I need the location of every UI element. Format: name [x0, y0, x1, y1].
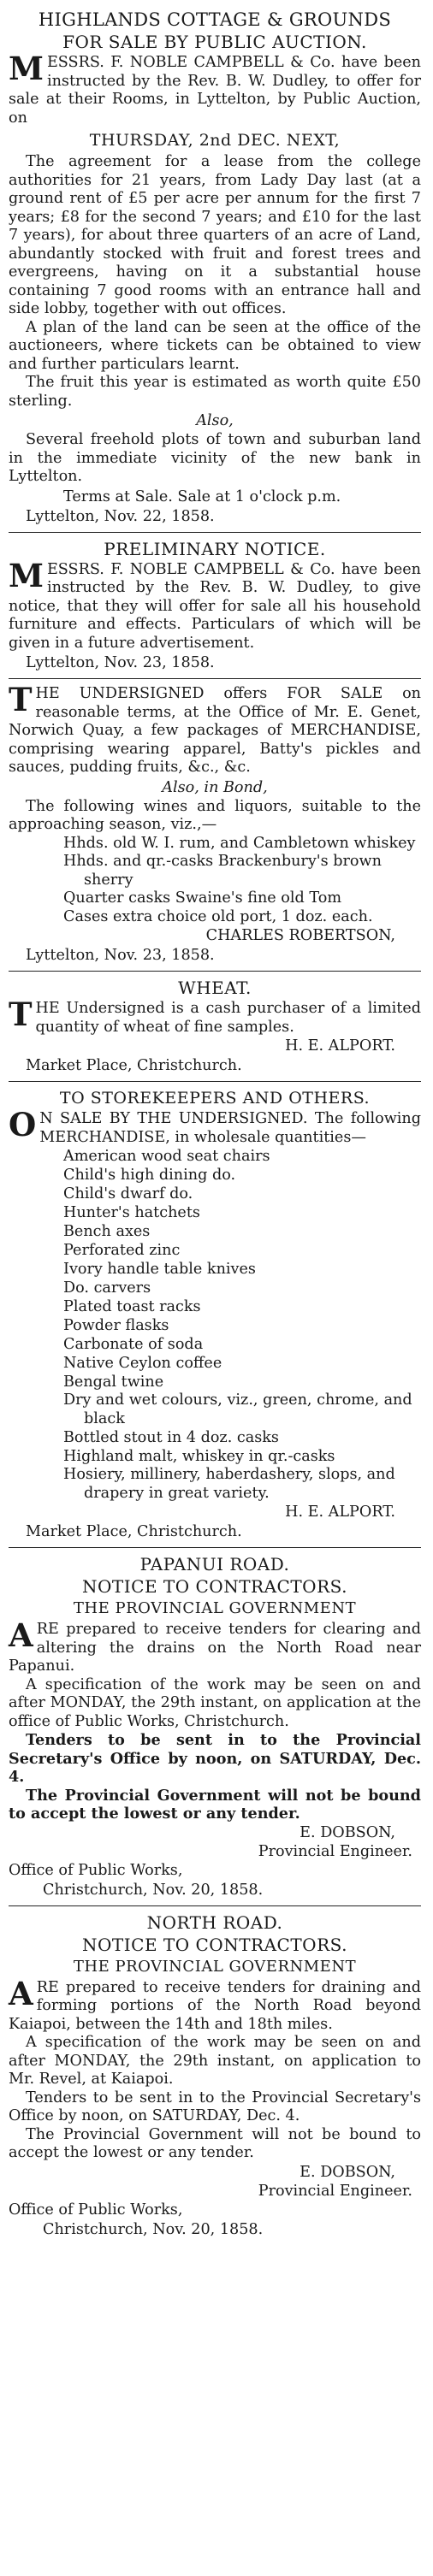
dateline: Lyttelton, Nov. 23, 1858. [26, 947, 215, 964]
ad-highlands-cottage [9, 9, 421, 526]
ad-body [9, 1974, 421, 2035]
list-item: Plated toast racks [63, 1298, 201, 1315]
list-item: Cases extra choice old port, 1 doz. each. [63, 907, 373, 925]
divider [9, 678, 421, 679]
dateline: Christchurch, Nov. 20, 1858. [43, 1881, 264, 1899]
ad-title: PRELIMINARY NOTICE. [104, 538, 326, 559]
list-item: Perforated zinc [63, 1242, 181, 1259]
list-item: Bengal twine [63, 1374, 164, 1391]
ad-title: PAPANUI ROAD. [139, 1554, 290, 1575]
paragraph: A plan of the land can be seen at the office of the auctioneers, where tickets can be obtained to view and further particulars learnt. [9, 318, 421, 373]
drop-cap: M [9, 556, 44, 594]
signature: E. DOBSON, [300, 1823, 395, 1841]
ad-north-road [9, 1912, 421, 2239]
list-item: Ivory handle table knives [63, 1261, 256, 1278]
divider [9, 971, 421, 972]
drop-cap: O [9, 1106, 37, 1143]
list-item: Hunter's hatchets [63, 1204, 200, 1221]
paragraph: The following wines and liquors, suitable to the approaching season, viz.,— [9, 797, 421, 833]
body-text: RE prepared to receive tenders for clearing and altering the drains on the North Road near Papanui. [9, 1621, 421, 1675]
dateline: Lyttelton, Nov. 23, 1858. [26, 654, 215, 671]
signature: E. DOBSON, [300, 2163, 395, 2181]
list-item: American wood seat chairs [63, 1148, 270, 1165]
place-line: Market Place, Christchurch. [26, 1523, 242, 1540]
paragraph: The agreement for a lease from the college authorities for 21 years, from Lady Day last (at a ground rent of £5 per acre per annum for the first 7 years; £8 for the second 7 years; and £10 for the last 7 years), for about three quarters of an acre of Land, abundantly stocked with fruit and forest trees and evergreens, having on it a substantial house containing 7 good rooms with an entrance hall and side lobby, together with out offices. [9, 153, 421, 317]
intro-text: ESSRS. F. NOBLE CAMPBELL & Co. have been instructed by the Rev. B. W. Dudley, to offer for sale at their Rooms, in Lyttelton, by Public Auction, on [9, 54, 421, 127]
list-item: Highland malt, whiskey in qr.-casks [63, 1448, 335, 1465]
list-item: Hhds. old W. I. rum, and Cambletown whiskey [63, 834, 416, 852]
merchandise-list [9, 1147, 421, 1503]
ad-title: NORTH ROAD. [146, 1911, 283, 1933]
ad-body [9, 996, 421, 1037]
dateline: Christchurch, Nov. 20, 1858. [43, 2220, 264, 2238]
ad-preliminary-notice [9, 539, 421, 673]
list-item: Bottled stout in 4 doz. casks [63, 1429, 279, 1446]
ad-subtitle: NOTICE TO CONTRACTORS. [82, 1934, 347, 1955]
paragraph: A specification of the work may be seen on and after MONDAY, the 29th instant, on application to Mr. Revel, at Kaiapoi. [9, 2034, 421, 2088]
paragraph: Tenders to be sent in to the Provincial Secretary's Office by noon, on SATURDAY, Dec. 4. [9, 2089, 421, 2124]
list-item: Dry and wet colours, viz., green, chrome, and black [63, 1391, 412, 1427]
body-text: ESSRS. F. NOBLE CAMPBELL & Co. have been instructed by the Rev. B. W. Dudley, to give notice, that they will offer for sale all his household furniture and effects. Particulars of which will be given in a future advertisement. [9, 560, 421, 652]
list-item: Hhds. and qr.-casks Brackenbury's brown sherry [63, 853, 382, 889]
drop-cap: T [9, 996, 33, 1033]
list-item: Hosiery, millinery, haberdashery, slops, and drapery in great variety. [63, 1466, 395, 1502]
terms-line: Terms at Sale. Sale at 1 o'clock p.m. [63, 487, 341, 505]
signature-role: Provincial Engineer. [258, 1842, 412, 1860]
body-text: HE Undersigned is a cash purchaser of a limited quantity of wheat of fine samples. [35, 1000, 421, 1036]
paragraph: Several freehold plots of town and suburban land in the immediate vicinity of the new bank in Lyttelton. [9, 431, 421, 485]
ad-body [9, 1616, 421, 1676]
divider [9, 1547, 421, 1548]
paragraph: The Provincial Government will not be bound to accept the lowest or any tender. [9, 1786, 421, 1823]
ad-papanui-road [9, 1554, 421, 1900]
also-heading: Also, in Bond, [162, 778, 268, 796]
ad-title: WHEAT. [178, 978, 252, 998]
ad-subtitle: FOR SALE BY PUBLIC AUCTION. [62, 32, 367, 52]
ad-body [9, 681, 421, 777]
ad-storekeepers [9, 1088, 421, 1541]
divider [9, 1905, 421, 1906]
also-heading: Also, [196, 412, 234, 429]
paragraph: The Provincial Government will not be bound to accept the lowest or any tender. [9, 2125, 421, 2161]
body-text: N SALE BY THE UNDERSIGNED. The following MERCHANDISE, in wholesale quantities— [39, 1110, 421, 1146]
place-line: Market Place, Christchurch. [26, 1057, 242, 1074]
ad-title: HIGHLANDS COTTAGE & GROUNDS [38, 9, 392, 30]
list-item: Child's dwarf do. [63, 1185, 193, 1202]
ad-subtitle: NOTICE TO CONTRACTORS. [82, 1576, 347, 1597]
office-line: Office of Public Works, [9, 2201, 183, 2219]
list-item: Carbonate of soda [63, 1336, 204, 1353]
list-item: Child's high dining do. [63, 1167, 236, 1184]
divider [9, 1081, 421, 1082]
paragraph: A specification of the work may be seen on and after MONDAY, the 29th instant, on application at the office of Public Works, Christchurch. [9, 1675, 421, 1730]
list-item: Bench axes [63, 1223, 151, 1240]
office-line: Office of Public Works, [9, 1861, 183, 1879]
list-item: Native Ceylon coffee [63, 1355, 222, 1372]
ad-intro [9, 50, 421, 127]
body-text: HE UNDERSIGNED offers FOR SALE on reasonable terms, at the Office of Mr. E. Genet, Norwich Quay, a few packages of MERCHANDISE, comprising wearing apparel, Batty's pickles and sauces, pudding fruits, &c., &c. [9, 685, 421, 776]
body-text: RE prepared to receive tenders for draining and forming portions of the North Road beyond Kaiapoi, between the 14th and 18th miles. [9, 1978, 421, 2033]
signature: H. E. ALPORT. [285, 1504, 395, 1521]
ad-subtitle-2: THE PROVINCIAL GOVERNMENT [73, 1957, 357, 1976]
sale-date: THURSDAY, 2nd DEC. NEXT, [89, 131, 341, 150]
list-item: Quarter casks Swaine's fine old Tom [63, 889, 342, 907]
ad-title: TO STOREKEEPERS AND OTHERS. [59, 1089, 371, 1108]
list-item: Do. carvers [63, 1279, 151, 1297]
list-item: Powder flasks [63, 1317, 169, 1334]
dateline: Lyttelton, Nov. 22, 1858. [26, 507, 215, 525]
signature-role: Provincial Engineer. [258, 2182, 412, 2200]
divider [9, 532, 421, 533]
ad-wheat [9, 978, 421, 1075]
signature: CHARLES ROBERTSON, [205, 927, 395, 944]
drop-cap: A [9, 1974, 33, 2012]
drop-cap: A [9, 1616, 33, 1654]
paragraph: The fruit this year is estimated as worth quite £50 sterling. [9, 374, 421, 410]
drop-cap: M [9, 50, 44, 87]
ad-body [9, 556, 421, 653]
ad-body [9, 1106, 421, 1147]
drop-cap: T [9, 681, 33, 718]
paragraph: Tenders to be sent in to the Provincial Secretary's Office by noon, on SATURDAY, Dec. 4. [9, 1731, 421, 1786]
ad-subtitle-2: THE PROVINCIAL GOVERNMENT [73, 1599, 357, 1617]
signature: H. E. ALPORT. [285, 1037, 395, 1055]
ad-undersigned-sale [9, 681, 421, 965]
